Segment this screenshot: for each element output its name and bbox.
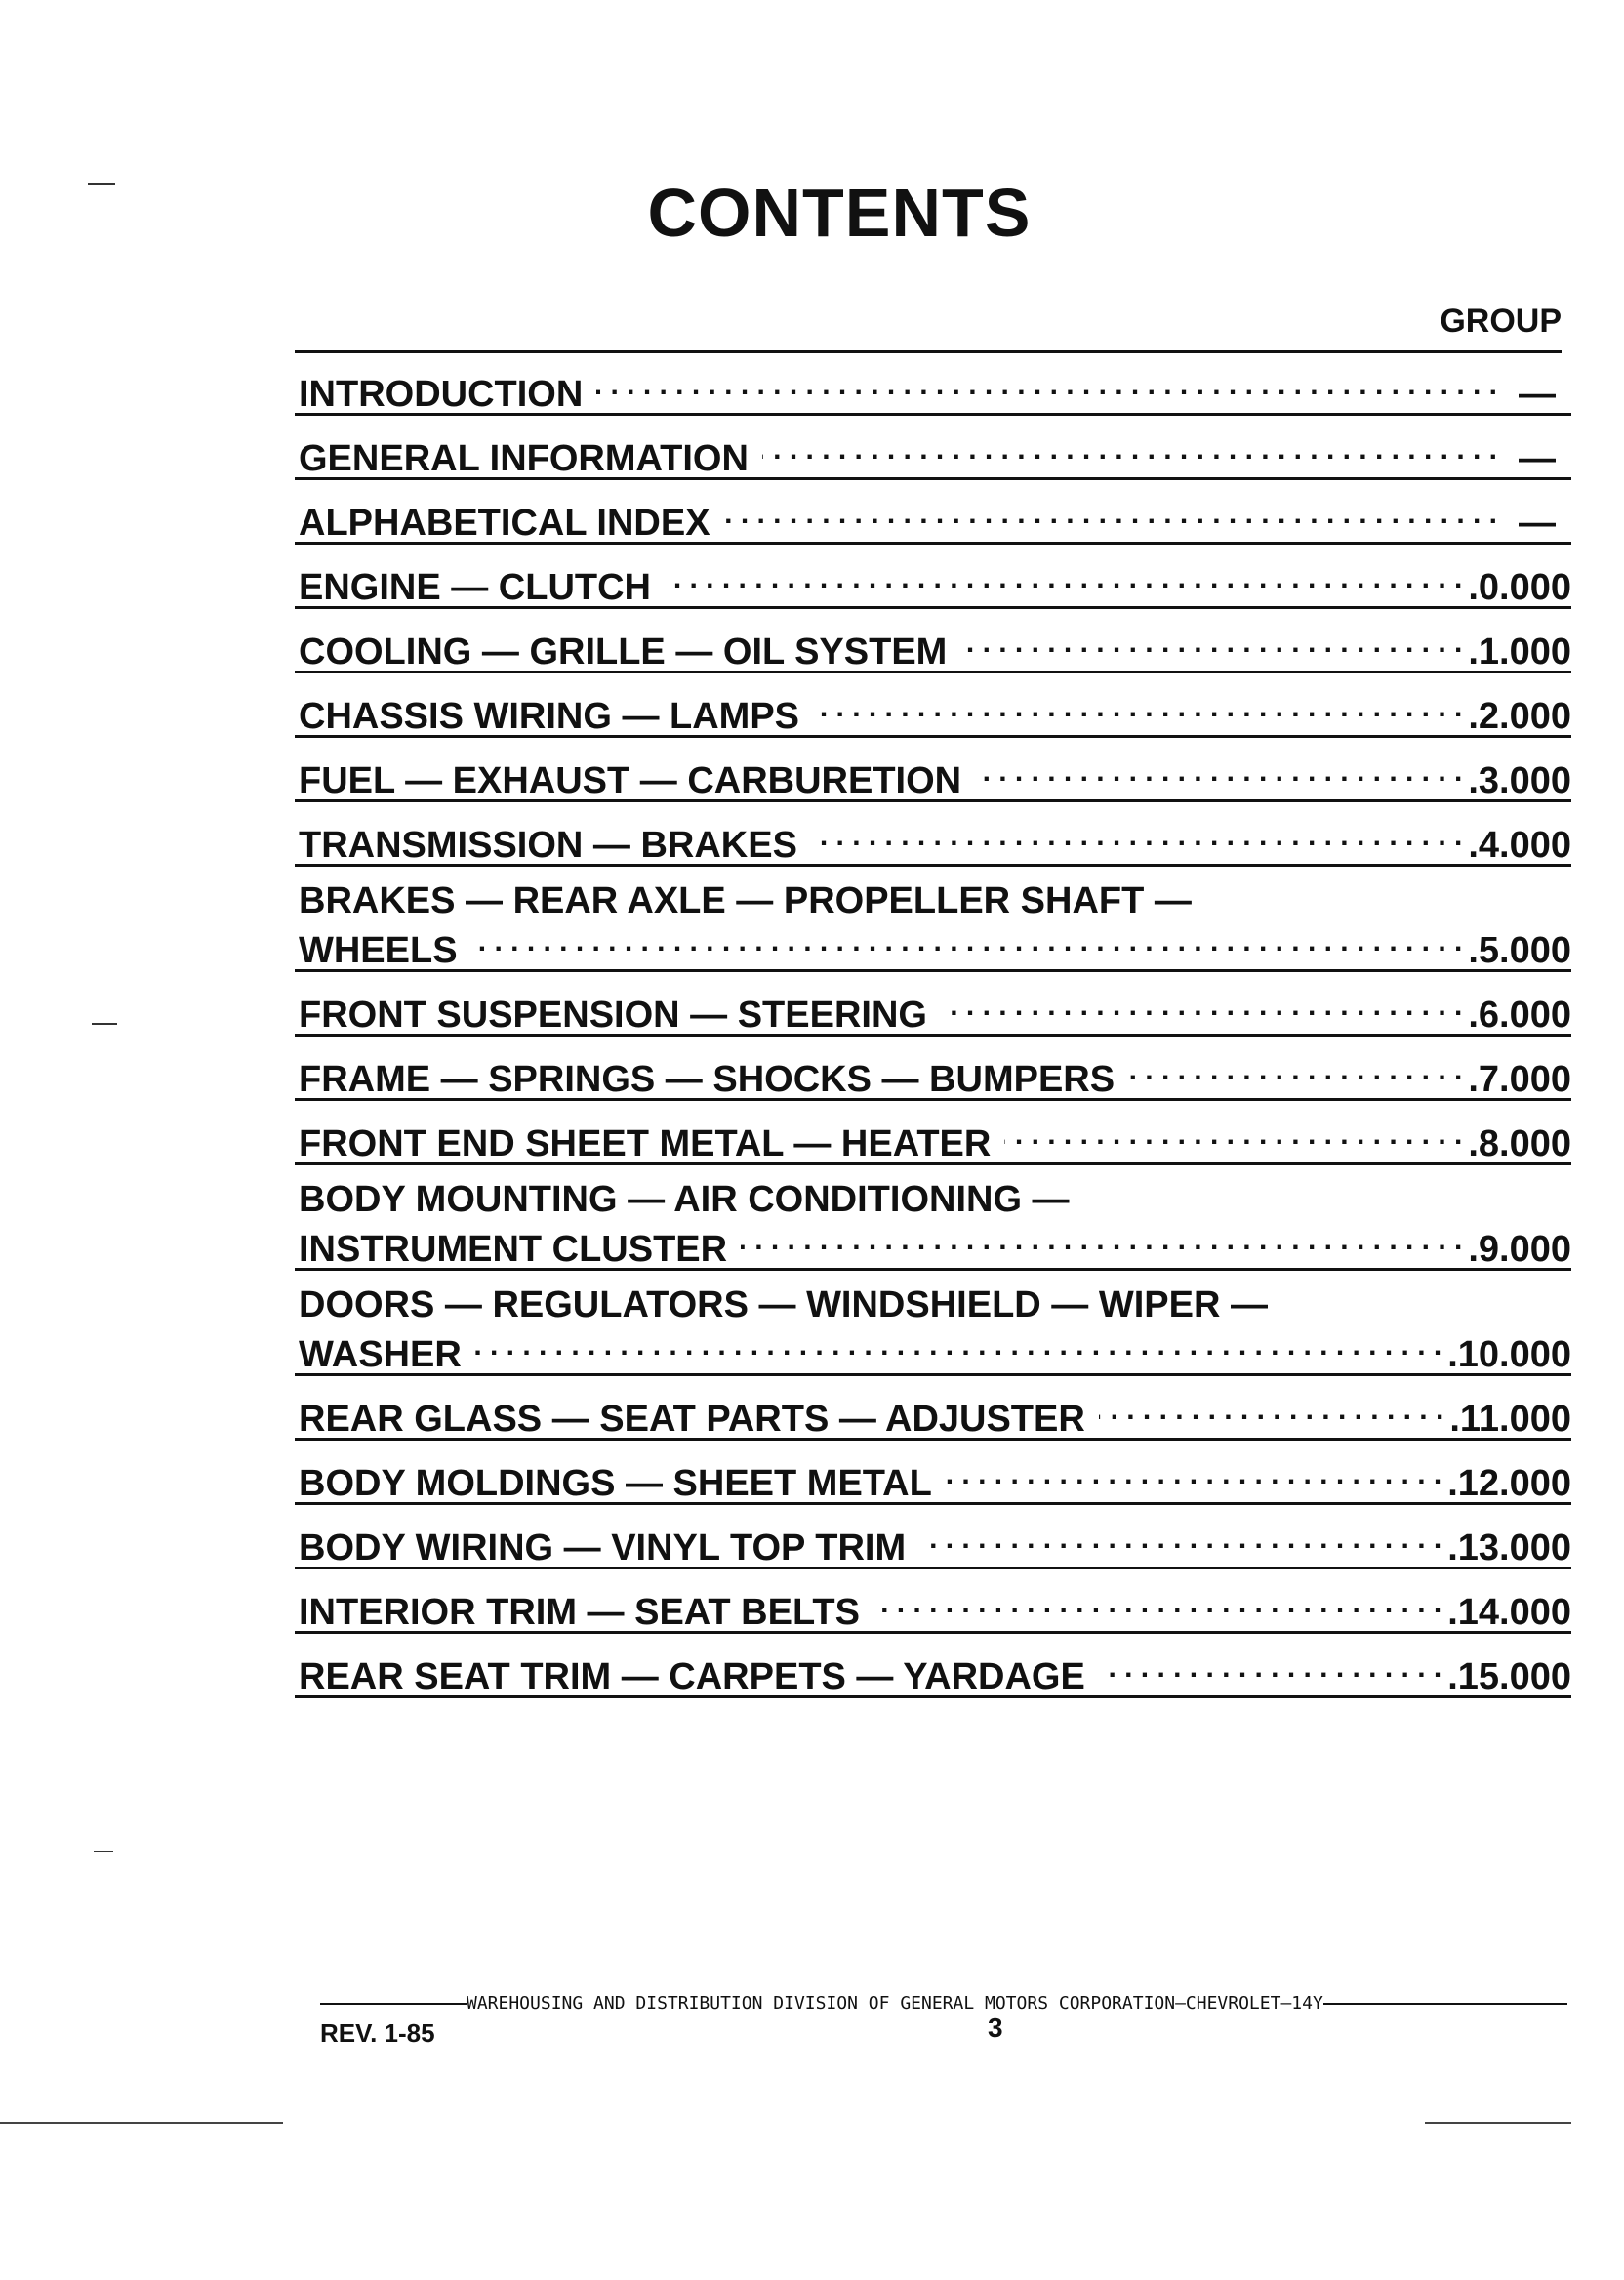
toc-entry-group: .14.000: [1447, 1592, 1571, 1633]
toc-entry: [295, 1271, 1571, 1376]
toc-entry-line: [299, 1519, 1571, 1568]
toc-entry-line: [299, 880, 1571, 921]
toc-entry: [295, 802, 1571, 867]
dot-leader: [1099, 1648, 1441, 1689]
margin-mark-middle: [92, 1023, 117, 1025]
toc-entry-group: .4.000: [1468, 825, 1571, 866]
toc-entry: [295, 1376, 1571, 1441]
toc-entry-title: BODY WIRING — VINYL TOP TRIM: [299, 1527, 907, 1568]
toc-entry-group: .6.000: [1468, 995, 1571, 1036]
page-number: 3: [988, 2013, 1003, 2043]
toc-entry-title: BODY MOLDINGS — SHEET METAL: [299, 1463, 932, 1504]
margin-mark-lower: [94, 1851, 113, 1852]
dot-leader: [919, 1519, 1441, 1560]
page-title: CONTENTS: [647, 175, 1032, 251]
toc-entry-title: WHEELS: [299, 930, 458, 971]
toc-entry: [295, 1505, 1571, 1569]
toc-entry-title: ALPHABETICAL INDEX: [299, 503, 710, 544]
toc-entry-title: BRAKES — REAR AXLE — PROPELLER SHAFT —: [299, 880, 1192, 921]
toc-entry-title: COOLING — GRILLE — OIL SYSTEM: [299, 631, 948, 672]
toc-entry-line: [299, 1648, 1571, 1697]
dot-leader: [960, 623, 1462, 664]
dot-leader: [946, 1454, 1441, 1495]
toc-entry-line: [299, 986, 1571, 1036]
toc-entry-title: FUEL — EXHAUST — CARBURETION: [299, 760, 962, 801]
toc-entry: [295, 1101, 1571, 1165]
footer-division-line: [320, 1993, 1567, 2014]
dot-leader: [1128, 1050, 1462, 1091]
toc-entry-group: .3.000: [1468, 760, 1571, 801]
toc-entry-line: [299, 921, 1571, 971]
dot-leader: [975, 752, 1462, 793]
toc-entry-line: [299, 429, 1571, 479]
toc-entry: [295, 1634, 1571, 1698]
toc-entry-group: .11.000: [1449, 1399, 1571, 1440]
revision-label: REV. 1-85: [320, 2018, 435, 2048]
toc-entry: [295, 1441, 1571, 1505]
toc-entry: [295, 1569, 1571, 1634]
toc-entry: [295, 480, 1571, 545]
toc-entry: [295, 609, 1571, 673]
toc-entry-group: .13.000: [1447, 1527, 1571, 1568]
dot-leader: [665, 558, 1462, 599]
toc-entry: [295, 416, 1571, 480]
toc-entry-line: [299, 494, 1571, 544]
toc-entry-group: .10.000: [1447, 1334, 1571, 1375]
toc-entry-line: [299, 1454, 1571, 1504]
toc-entry-group: .1.000: [1468, 631, 1571, 672]
bottom-rule-right: [1425, 2122, 1571, 2124]
toc-entry-title: GENERAL INFORMATION: [299, 438, 749, 479]
toc-entry-group: —: [1519, 438, 1556, 479]
dot-leader: [811, 816, 1462, 857]
toc-entry-group: .7.000: [1468, 1059, 1571, 1100]
toc-entry-group: .0.000: [1468, 567, 1571, 608]
toc-entry-title: ENGINE — CLUTCH: [299, 567, 651, 608]
toc-entry: [295, 1037, 1571, 1101]
toc-entry: [295, 972, 1571, 1037]
toc-entry-title: TRANSMISSION — BRAKES: [299, 825, 797, 866]
toc-entry-title: FRONT END SHEET METAL — HEATER: [299, 1123, 992, 1164]
toc-entry-title: WASHER: [299, 1334, 462, 1375]
toc-entry-line: [299, 752, 1571, 801]
toc-entry-title: INTRODUCTION: [299, 374, 584, 415]
footer-division-text: WAREHOUSING AND DISTRIBUTION DIVISION OF GENERAL MOTORS CORPORATION—CHEVROLET—14Y: [467, 1993, 1323, 2014]
toc-entry-line: [299, 1325, 1571, 1375]
toc-entry-line: [299, 687, 1571, 737]
toc-entry-line: [299, 1390, 1571, 1440]
toc-entry-line: [299, 365, 1571, 415]
toc-entry-title: FRONT SUSPENSION — STEERING: [299, 995, 927, 1036]
toc-entry: [295, 867, 1571, 972]
dot-leader: [762, 429, 1497, 470]
dot-leader: [1099, 1390, 1444, 1431]
dot-leader: [813, 687, 1462, 728]
toc-entry-group: —: [1519, 503, 1556, 544]
dot-leader: [471, 921, 1463, 962]
contents-table: [295, 351, 1571, 1698]
dot-leader: [596, 365, 1497, 406]
toc-entry-group: .8.000: [1468, 1123, 1571, 1164]
toc-entry: [295, 738, 1571, 802]
toc-entry-title: REAR SEAT TRIM — CARPETS — YARDAGE: [299, 1656, 1085, 1697]
toc-entry-line: [299, 1284, 1571, 1325]
toc-entry-group: .15.000: [1447, 1656, 1571, 1697]
toc-entry-title: REAR GLASS — SEAT PARTS — ADJUSTER: [299, 1399, 1085, 1440]
toc-entry-line: [299, 558, 1571, 608]
dot-leader: [941, 986, 1462, 1027]
toc-entry-group: .12.000: [1447, 1463, 1571, 1504]
dot-leader: [475, 1325, 1441, 1366]
toc-entry: [295, 545, 1571, 609]
dot-leader: [873, 1583, 1441, 1624]
toc-entry-title: DOORS — REGULATORS — WINDSHIELD — WIPER —: [299, 1284, 1268, 1325]
toc-entry-title: BODY MOUNTING — AIR CONDITIONING —: [299, 1179, 1070, 1220]
toc-entry-title: CHASSIS WIRING — LAMPS: [299, 696, 800, 737]
toc-entry-line: [299, 1179, 1571, 1220]
toc-entry-group: .2.000: [1468, 696, 1571, 737]
toc-entry-group: .9.000: [1468, 1229, 1571, 1270]
toc-entry-line: [299, 1220, 1571, 1270]
toc-entry-line: [299, 1050, 1571, 1100]
toc-entry-line: [299, 816, 1571, 866]
toc-entry: [295, 673, 1571, 738]
toc-entry-title: INTERIOR TRIM — SEAT BELTS: [299, 1592, 860, 1633]
toc-entry-line: [299, 623, 1571, 672]
dot-leader: [1004, 1115, 1462, 1156]
dot-leader: [724, 494, 1497, 535]
toc-entry: [295, 351, 1571, 416]
toc-entry-title: FRAME — SPRINGS — SHOCKS — BUMPERS: [299, 1059, 1116, 1100]
footer-rule-left: [320, 2003, 467, 2005]
dot-leader: [741, 1220, 1462, 1261]
toc-entry-title: INSTRUMENT CLUSTER: [299, 1229, 728, 1270]
toc-entry-group: .5.000: [1468, 930, 1571, 971]
toc-entry-line: [299, 1583, 1571, 1633]
toc-entry-line: [299, 1115, 1571, 1164]
toc-entry-group: —: [1519, 374, 1556, 415]
footer-rule-right: [1323, 2003, 1567, 2005]
bottom-rule-left: [0, 2122, 283, 2124]
group-column-header: GROUP: [295, 303, 1562, 353]
toc-entry: [295, 1165, 1571, 1271]
